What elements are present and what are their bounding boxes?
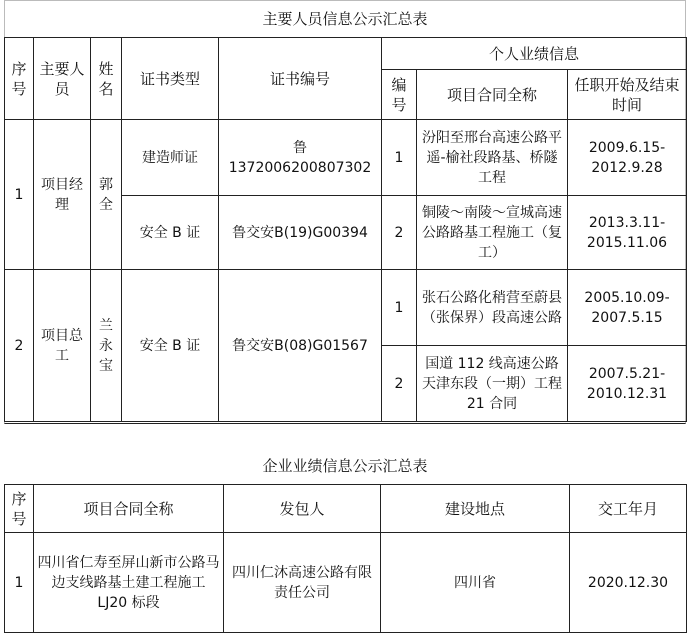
row2-perf1-no: 1 [382, 270, 417, 346]
row1-cert2-perf1-tenure: 2013.3.11-2015.11.06 [568, 196, 687, 270]
ent-header-completion: 交工年月 [570, 485, 687, 533]
row1-cert1-perf1-no: 1 [382, 120, 417, 196]
header-role: 主要人员 [34, 38, 91, 120]
ent-header-index: 序号 [5, 485, 34, 533]
ent-row1-project-name: 四川省仁寿至屏山新市公路马边支线路基土建工程施工 LJ20 标段 [34, 533, 224, 633]
row1-cert2-no: 鲁交安B(19)G00394 [219, 196, 382, 270]
row1-cert1-type: 建造师证 [122, 120, 219, 196]
row2-perf2-project: 国道 112 线高速公路天津东段（一期）工程 21 合同 [417, 346, 568, 422]
header-name: 姓名 [91, 38, 122, 120]
row2-name: 兰永宝 [91, 270, 122, 422]
header-index: 序号 [5, 38, 34, 120]
header-cert-type: 证书类型 [122, 38, 219, 120]
ent-header-client: 发包人 [224, 485, 381, 533]
row1-cert2-perf1-no: 2 [382, 196, 417, 270]
row1-cert2-type: 安全 B 证 [122, 196, 219, 270]
ent-row1-completion: 2020.12.30 [570, 533, 687, 633]
ent-row1-index: 1 [5, 533, 34, 633]
header-project-name: 项目合同全称 [417, 70, 568, 120]
header-cert-no: 证书编号 [219, 38, 382, 120]
row2-role: 项目总工 [34, 270, 91, 422]
row1-name: 郭全 [91, 120, 122, 270]
row2-perf2-tenure: 2007.5.21-2010.12.31 [568, 346, 687, 422]
row1-role: 项目经理 [34, 120, 91, 270]
row1-index: 1 [5, 120, 34, 270]
row2-perf1-tenure: 2005.10.09-2007.5.15 [568, 270, 687, 346]
enterprise-table-title: 企业业绩信息公示汇总表 [262, 457, 428, 475]
row1-cert1-no: 鲁 1372006200807302 [219, 120, 382, 196]
ent-header-location: 建设地点 [381, 485, 570, 533]
row1-cert1-perf1-tenure: 2009.6.15-2012.9.28 [568, 120, 687, 196]
row2-perf1-project: 张石公路化稍营至蔚县（张保界）段高速公路 [417, 270, 568, 346]
row1-cert1-perf1-project: 汾阳至邢台高速公路平遥-榆社段路基、桥隧工程 [417, 120, 568, 196]
header-performance-group: 个人业绩信息 [382, 38, 687, 70]
ent-row1-client: 四川仁沐高速公路有限责任公司 [224, 533, 381, 633]
ent-header-project-name: 项目合同全称 [34, 485, 224, 533]
ent-row1-location: 四川省 [381, 533, 570, 633]
row2-cert1-type: 安全 B 证 [122, 270, 219, 422]
personnel-table [4, 37, 687, 422]
header-perf-index: 编号 [382, 70, 417, 120]
row1-cert2-perf1-project: 铜陵～南陵～宣城高速公路路基工程施工（复工） [417, 196, 568, 270]
row2-index: 2 [5, 270, 34, 422]
enterprise-table [4, 484, 687, 633]
row2-cert1-no: 鲁交安B(08)G01567 [219, 270, 382, 422]
row2-perf2-no: 2 [382, 346, 417, 422]
personnel-table-title: 主要人员信息公示汇总表 [262, 10, 428, 28]
header-tenure: 任职开始及结束时间 [568, 70, 687, 120]
